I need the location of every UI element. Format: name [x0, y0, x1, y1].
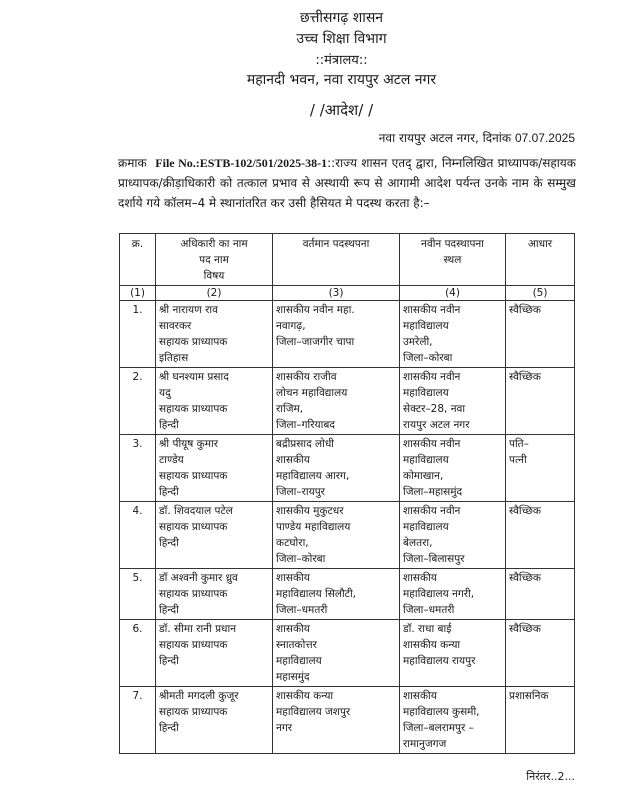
col-header-officer-line: विषय: [203, 270, 225, 282]
new-posting-cell-line: उमरेली,: [403, 336, 433, 348]
current-posting-cell: [273, 301, 400, 368]
current-posting-cell-line: लोचन महाविद्यालय: [276, 387, 348, 399]
current-posting-cell-line: महाविद्यालय जशपुर: [276, 706, 351, 718]
officer-cell-line: यदु: [159, 387, 171, 399]
current-posting-cell-line: शासकीय: [276, 454, 310, 466]
new-posting-cell-line: सेक्टर–28, नवा: [403, 403, 466, 415]
new-posting-cell-line: शासकीय कन्या: [403, 639, 461, 651]
sno-cell: 4.: [120, 502, 156, 569]
officer-cell-line: श्री नारायण राव: [159, 304, 218, 316]
new-posting-cell-line: महाविद्यालय कुसमी,: [403, 706, 480, 718]
officer-cell-line: हिन्दी: [159, 486, 179, 498]
col-header-new: [400, 234, 506, 286]
col-index: (5): [506, 286, 575, 301]
new-posting-cell-line: जिला–कोरबा: [403, 352, 453, 364]
new-posting-cell: [400, 435, 506, 502]
new-posting-cell: [400, 687, 506, 754]
sno-cell: 2.: [120, 368, 156, 435]
dateline: [379, 129, 575, 146]
new-posting-cell-line: महाविद्यालय: [403, 454, 449, 466]
col-header-new-line: नवीन पदस्थापना: [421, 238, 484, 250]
new-posting-cell-line: डॉ. राधा बाई: [403, 623, 452, 635]
officer-cell-line: हिन्दी: [159, 722, 179, 734]
sno-cell: 6.: [120, 620, 156, 687]
basis-cell-line: स्वैच्छिक: [509, 623, 541, 635]
col-header-officer: [156, 234, 273, 286]
dateline-place: नवा रायपुर अटल नगर, दिनांक: [378, 131, 512, 145]
new-posting-cell-line: शासकीय नवीन: [403, 371, 461, 383]
current-posting-cell-line: शासकीय नवीन महा.: [276, 304, 355, 316]
current-posting-cell-line: नवागढ़,: [276, 320, 306, 332]
col-index: (4): [400, 286, 506, 301]
current-posting-cell: [273, 502, 400, 569]
table-header-row: [120, 234, 575, 286]
new-posting-cell-line: शासकीय नवीन: [403, 438, 461, 450]
new-posting-cell-line: महाविद्यालय: [403, 320, 449, 332]
current-posting-cell: [273, 620, 400, 687]
officer-cell-line: श्री घनश्याम प्रसाद: [159, 371, 229, 383]
transfer-table: [119, 233, 575, 754]
continued-note: निरंतर..2...: [526, 770, 575, 783]
current-posting-cell-line: महाविद्यालय आरग,: [276, 470, 350, 482]
sno-cell: 3.: [120, 435, 156, 502]
officer-cell-line: सहायक प्राध्यापक: [159, 521, 228, 533]
basis-cell: [506, 620, 575, 687]
officer-cell-line: श्री पीयूष कुमार: [159, 438, 219, 450]
current-posting-cell-line: बद्रीप्रसाद लोधी: [276, 438, 335, 450]
new-posting-cell-line: कोमाखान,: [403, 470, 444, 482]
table-row: [120, 687, 575, 754]
new-posting-cell: [400, 368, 506, 435]
table-row: [120, 502, 575, 569]
office-address: महानदी भवन, नवा रायपुर अटल नगर: [246, 72, 437, 88]
new-posting-cell-line: महाविद्यालय: [403, 521, 449, 533]
new-posting-cell-line: जिला–धमतरी: [403, 604, 455, 616]
basis-cell-line: पत्नी: [509, 454, 527, 466]
col-header-sno: क्र.: [120, 234, 156, 286]
officer-cell-line: सहायक प्राध्यापक: [159, 470, 228, 482]
new-posting-cell: [400, 620, 506, 687]
intro-prefix: क्रमाक: [118, 156, 147, 170]
new-posting-cell-line: महाविद्यालय नगरी,: [403, 588, 475, 600]
col-index: (2): [156, 286, 273, 301]
current-posting-cell: [273, 435, 400, 502]
officer-cell-line: सहायक प्राध्यापक: [159, 403, 228, 415]
basis-cell: [506, 687, 575, 754]
basis-cell-line: स्वैच्छिक: [509, 505, 541, 517]
current-posting-cell-line: कटघोरा,: [276, 537, 309, 549]
officer-cell-line: हिन्दी: [159, 604, 179, 616]
officer-cell-line: सहायक प्राध्यापक: [159, 588, 228, 600]
officer-cell: [156, 620, 273, 687]
officer-cell-line: सावरकर: [159, 320, 192, 332]
current-posting-cell-line: जिला–जाजगीर चापा: [276, 336, 355, 348]
officer-cell: [156, 435, 273, 502]
current-posting-cell: [273, 569, 400, 620]
col-header-officer-line: अधिकारी का नाम: [180, 238, 248, 250]
new-posting-cell-line: रायपुर अटल नगर: [403, 419, 470, 431]
officer-cell-line: हिन्दी: [159, 537, 179, 549]
new-posting-cell-line: जिला–महासमुंद: [403, 486, 463, 498]
officer-cell-line: टाण्डेय: [159, 454, 184, 466]
new-posting-cell-line: बेलतरा,: [403, 537, 433, 549]
new-posting-cell-line: शासकीय नवीन: [403, 505, 461, 517]
table-row: [120, 368, 575, 435]
officer-cell: [156, 569, 273, 620]
officer-cell: [156, 301, 273, 368]
basis-cell: [506, 569, 575, 620]
basis-cell-line: प्रशासनिक: [509, 690, 549, 702]
new-posting-cell-line: जिला–बलरामपुर –: [403, 722, 474, 734]
new-posting-cell: [400, 569, 506, 620]
current-posting-cell-line: पाण्डेय महाविद्यालय: [276, 521, 351, 533]
table-row: [120, 569, 575, 620]
basis-cell: [506, 368, 575, 435]
basis-cell-line: स्वैच्छिक: [509, 572, 541, 584]
current-posting-cell-line: स्नातकोत्तर: [276, 639, 317, 651]
intro-text: ::राज्य शासन एतद् द्वारा, निम्नलिखित प्राध्यापक/सहायक प्राध्यापक/क्रीड़ाधिकारी को तत्काल प्रभाव से अस्थायी रूप से आगामी आदेश पर्यन्त उनके नाम के सम्मुख दर्शाये गये कॉलम–4 मे स्थानांतरित कर उसी हैसियत मे पदस्थ करता है:–: [118, 156, 576, 210]
current-posting-cell-line: शासकीय कन्या: [276, 690, 334, 702]
current-posting-cell-line: महाविद्यालय सिलौटी,: [276, 588, 357, 600]
current-posting-cell-line: शासकीय: [276, 623, 310, 635]
officer-cell-line: डॉ अश्वनी कुमार ध्रुव: [159, 572, 238, 584]
current-posting-cell-line: महाविद्यालय: [276, 655, 322, 667]
officer-cell: [156, 368, 273, 435]
col-header-basis: आधार: [506, 234, 575, 286]
officer-cell: [156, 502, 273, 569]
column-index-row: [120, 286, 575, 301]
new-posting-cell-line: महाविद्यालय रायपुर: [403, 655, 476, 667]
order-title: / /आदेश/ /: [309, 101, 374, 119]
basis-cell-line: पति–: [509, 438, 529, 450]
new-posting-cell-line: जिला–बिलासपुर: [403, 553, 465, 565]
col-index: (3): [273, 286, 400, 301]
officer-cell: [156, 687, 273, 754]
current-posting-cell-line: शासकीय: [276, 572, 310, 584]
current-posting-cell-line: शासकीय राजीव: [276, 371, 337, 383]
ministry-label: ::मंत्रालय::: [315, 53, 368, 68]
current-posting-cell-line: जिला–गरियाबद: [276, 419, 335, 431]
sno-cell: 1.: [120, 301, 156, 368]
basis-cell: [506, 502, 575, 569]
officer-cell-line: डॉ. शिवदयाल पटेल: [159, 505, 233, 517]
current-posting-cell-line: नगर: [276, 722, 293, 734]
col-index: (1): [120, 286, 156, 301]
new-posting-cell-line: शासकीय: [403, 572, 437, 584]
current-posting-cell-line: जिला–रायपुर: [276, 486, 325, 498]
basis-cell: [506, 301, 575, 368]
current-posting-cell-line: जिला–धमतरी: [276, 604, 328, 616]
current-posting-cell-line: जिला–कोरबा: [276, 553, 326, 565]
department-name: उच्च शिक्षा विभाग: [296, 31, 387, 47]
current-posting-cell-line: राजिम,: [276, 403, 304, 415]
new-posting-cell: [400, 502, 506, 569]
table-row: [120, 435, 575, 502]
new-posting-cell-line: शासकीय नवीन: [403, 304, 461, 316]
new-posting-cell: [400, 301, 506, 368]
new-posting-cell-line: शासकीय: [403, 690, 437, 702]
file-number: File No.:ESTB-102/501/2025-38-1: [155, 156, 328, 170]
sno-cell: 7.: [120, 687, 156, 754]
basis-cell-line: स्वैच्छिक: [509, 371, 541, 383]
new-posting-cell-line: रामानुजगज: [403, 738, 447, 750]
table-row: [120, 620, 575, 687]
officer-cell-line: हिन्दी: [159, 419, 179, 431]
officer-cell-line: सहायक प्राध्यापक: [159, 336, 228, 348]
officer-cell-line: डॉ. सीमा रानी प्रधान: [159, 623, 237, 635]
officer-cell-line: सहायक प्राध्यापक: [159, 639, 228, 651]
officer-cell-line: इतिहास: [159, 352, 189, 364]
order-date: 07.07.2025: [514, 131, 575, 145]
new-posting-cell-line: महाविद्यालय: [403, 387, 449, 399]
basis-cell-line: स्वैच्छिक: [509, 304, 541, 316]
basis-cell: [506, 435, 575, 502]
officer-cell-line: सहायक प्राध्यापक: [159, 706, 228, 718]
order-intro: [118, 153, 576, 213]
current-posting-cell: [273, 368, 400, 435]
table-row: [120, 301, 575, 368]
col-header-officer-line: पद नाम: [199, 254, 229, 266]
current-posting-cell-line: महासमुंद: [276, 671, 310, 683]
sno-cell: 5.: [120, 569, 156, 620]
col-header-new-line: स्थल: [443, 254, 462, 266]
officer-cell-line: श्रीमती मगदली कुजूर: [159, 690, 239, 702]
govt-name: छत्तीसगढ़ शासन: [299, 10, 384, 26]
officer-cell-line: हिन्दी: [159, 655, 179, 667]
current-posting-cell: [273, 687, 400, 754]
col-header-current: वर्तमान पदस्थपना: [273, 234, 400, 286]
current-posting-cell-line: शासकीय मुकुटधर: [276, 505, 344, 517]
